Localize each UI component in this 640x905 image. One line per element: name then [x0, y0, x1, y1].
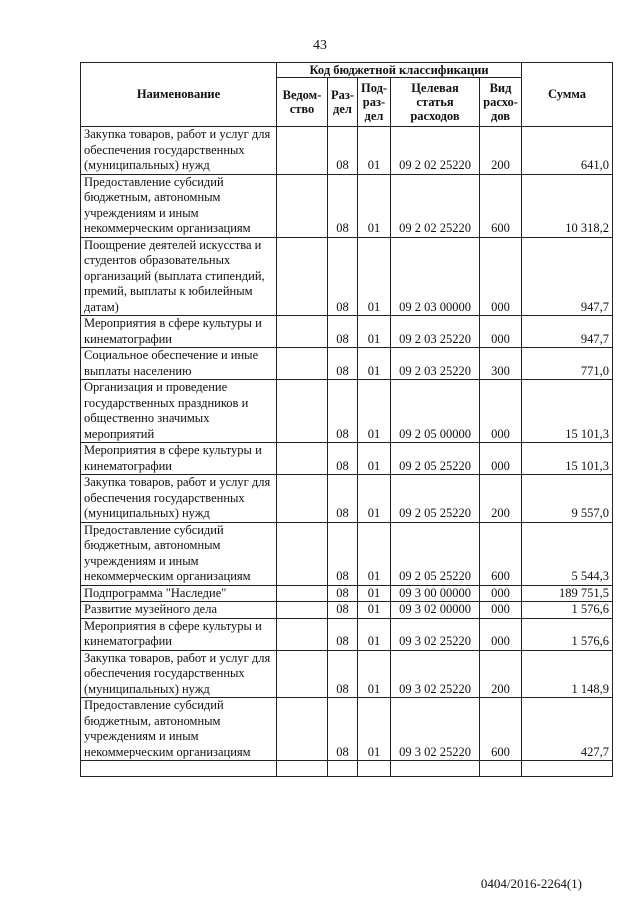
row-razdel: 08 [328, 443, 358, 475]
row-vid: 000 [480, 316, 522, 348]
row-ved [277, 316, 328, 348]
row-ved [277, 174, 328, 237]
row-podrazdel: 01 [358, 237, 391, 316]
empty-cell [522, 761, 613, 777]
row-vid: 000 [480, 443, 522, 475]
row-celevaya: 09 3 02 25220 [391, 698, 480, 761]
row-podrazdel: 01 [358, 618, 391, 650]
row-name: Мероприятия в сфере культуры и кинематографии [81, 316, 277, 348]
row-name: Развитие музейного дела [81, 602, 277, 619]
row-vid: 000 [480, 618, 522, 650]
row-ved [277, 380, 328, 443]
table-row [81, 698, 613, 761]
row-ved [277, 127, 328, 175]
row-ved [277, 698, 328, 761]
row-name: Предоставление субсидий бюджетным, автономным учреждениям и иным некоммерческим организациям [81, 522, 277, 585]
row-celevaya: 09 3 02 25220 [391, 650, 480, 698]
row-razdel: 08 [328, 380, 358, 443]
row-name: Предоставление субсидий бюджетным, автономным учреждениям и иным некоммерческим организациям [81, 174, 277, 237]
row-vid: 200 [480, 127, 522, 175]
table-row [81, 443, 613, 475]
table-row [81, 522, 613, 585]
header-name: Наименование [81, 63, 277, 127]
row-razdel: 08 [328, 348, 358, 380]
empty-cell [391, 761, 480, 777]
row-sum: 5 544,3 [522, 522, 613, 585]
row-razdel: 08 [328, 698, 358, 761]
row-celevaya: 09 2 02 25220 [391, 174, 480, 237]
row-podrazdel: 01 [358, 174, 391, 237]
row-razdel: 08 [328, 316, 358, 348]
row-celevaya: 09 2 03 00000 [391, 237, 480, 316]
row-vid: 300 [480, 348, 522, 380]
row-ved [277, 618, 328, 650]
row-vid: 000 [480, 602, 522, 619]
table-row [81, 127, 613, 175]
row-razdel: 08 [328, 127, 358, 175]
row-celevaya: 09 2 05 25220 [391, 443, 480, 475]
row-name: Предоставление субсидий бюджетным, автономным учреждениям и иным некоммерческим организациям [81, 698, 277, 761]
header-razdel: Раз-дел [328, 78, 358, 127]
document-code: 0404/2016-2264(1) [480, 876, 582, 891]
row-podrazdel: 01 [358, 650, 391, 698]
header-vid: Вид расхо-дов [480, 78, 522, 127]
row-celevaya: 09 2 03 25220 [391, 348, 480, 380]
row-sum: 427,7 [522, 698, 613, 761]
row-sum: 9 557,0 [522, 475, 613, 523]
row-celevaya: 09 3 02 00000 [391, 602, 480, 619]
table-row [81, 316, 613, 348]
row-podrazdel: 01 [358, 585, 391, 602]
empty-cell [480, 761, 522, 777]
header-classification: Код бюджетной классификации [277, 63, 522, 78]
row-ved [277, 650, 328, 698]
row-sum: 189 751,5 [522, 585, 613, 602]
row-sum: 1 576,6 [522, 618, 613, 650]
row-celevaya: 09 3 00 00000 [391, 585, 480, 602]
table-row [81, 475, 613, 523]
budget-table [80, 62, 613, 777]
table-row [81, 237, 613, 316]
header-podrazdel: Под-раз-дел [358, 78, 391, 127]
empty-row [81, 761, 613, 777]
header-celevaya: Целевая статья расходов [391, 78, 480, 127]
row-name: Социальное обеспечение и иные выплаты населению [81, 348, 277, 380]
row-razdel: 08 [328, 475, 358, 523]
header-ved: Ведом-ство [277, 78, 328, 127]
table-row [81, 602, 613, 619]
row-sum: 15 101,3 [522, 443, 613, 475]
row-ved [277, 522, 328, 585]
row-vid: 600 [480, 522, 522, 585]
row-celevaya: 09 2 02 25220 [391, 127, 480, 175]
table-row [81, 618, 613, 650]
row-sum: 1 576,6 [522, 602, 613, 619]
row-vid: 200 [480, 475, 522, 523]
row-vid: 600 [480, 174, 522, 237]
row-podrazdel: 01 [358, 316, 391, 348]
row-celevaya: 09 2 05 00000 [391, 380, 480, 443]
row-podrazdel: 01 [358, 443, 391, 475]
row-ved [277, 443, 328, 475]
row-razdel: 08 [328, 174, 358, 237]
row-razdel: 08 [328, 602, 358, 619]
table-row [81, 380, 613, 443]
row-vid: 600 [480, 698, 522, 761]
row-name: Поощрение деятелей искусства и студентов образовательных организаций (выплата стипендий, премий, выплаты к юбилейным датам) [81, 237, 277, 316]
empty-cell [358, 761, 391, 777]
row-podrazdel: 01 [358, 380, 391, 443]
row-sum: 1 148,9 [522, 650, 613, 698]
row-vid: 000 [480, 237, 522, 316]
row-razdel: 08 [328, 585, 358, 602]
row-ved [277, 237, 328, 316]
row-podrazdel: 01 [358, 698, 391, 761]
row-vid: 000 [480, 585, 522, 602]
header-row-group [81, 63, 613, 78]
row-sum: 947,7 [522, 237, 613, 316]
table-body [81, 127, 613, 761]
row-name: Закупка товаров, работ и услуг для обеспечения государственных (муниципальных) нужд [81, 650, 277, 698]
row-name: Организация и проведение государственных праздников и общественно значимых мероприятий [81, 380, 277, 443]
row-sum: 771,0 [522, 348, 613, 380]
row-name: Закупка товаров, работ и услуг для обеспечения государственных (муниципальных) нужд [81, 475, 277, 523]
row-celevaya: 09 2 03 25220 [391, 316, 480, 348]
table-row [81, 585, 613, 602]
row-name: Закупка товаров, работ и услуг для обеспечения государственных (муниципальных) нужд [81, 127, 277, 175]
header-sum: Сумма [522, 63, 613, 127]
empty-cell [277, 761, 328, 777]
empty-cell [81, 761, 277, 777]
row-podrazdel: 01 [358, 602, 391, 619]
table-row [81, 650, 613, 698]
row-celevaya: 09 2 05 25220 [391, 475, 480, 523]
row-vid: 200 [480, 650, 522, 698]
row-podrazdel: 01 [358, 348, 391, 380]
row-ved [277, 585, 328, 602]
row-ved [277, 348, 328, 380]
row-podrazdel: 01 [358, 522, 391, 585]
row-name: Мероприятия в сфере культуры и кинематографии [81, 618, 277, 650]
row-razdel: 08 [328, 618, 358, 650]
row-razdel: 08 [328, 522, 358, 585]
row-vid: 000 [480, 380, 522, 443]
row-sum: 641,0 [522, 127, 613, 175]
row-sum: 15 101,3 [522, 380, 613, 443]
row-ved [277, 475, 328, 523]
table-row [81, 174, 613, 237]
row-name: Подпрограмма "Наследие" [81, 585, 277, 602]
row-celevaya: 09 3 02 25220 [391, 618, 480, 650]
empty-cell [328, 761, 358, 777]
row-celevaya: 09 2 05 25220 [391, 522, 480, 585]
row-sum: 10 318,2 [522, 174, 613, 237]
row-podrazdel: 01 [358, 475, 391, 523]
row-name: Мероприятия в сфере культуры и кинематографии [81, 443, 277, 475]
table-row [81, 348, 613, 380]
page-number: 43 [313, 38, 327, 53]
row-ved [277, 602, 328, 619]
row-razdel: 08 [328, 237, 358, 316]
row-podrazdel: 01 [358, 127, 391, 175]
row-sum: 947,7 [522, 316, 613, 348]
row-razdel: 08 [328, 650, 358, 698]
